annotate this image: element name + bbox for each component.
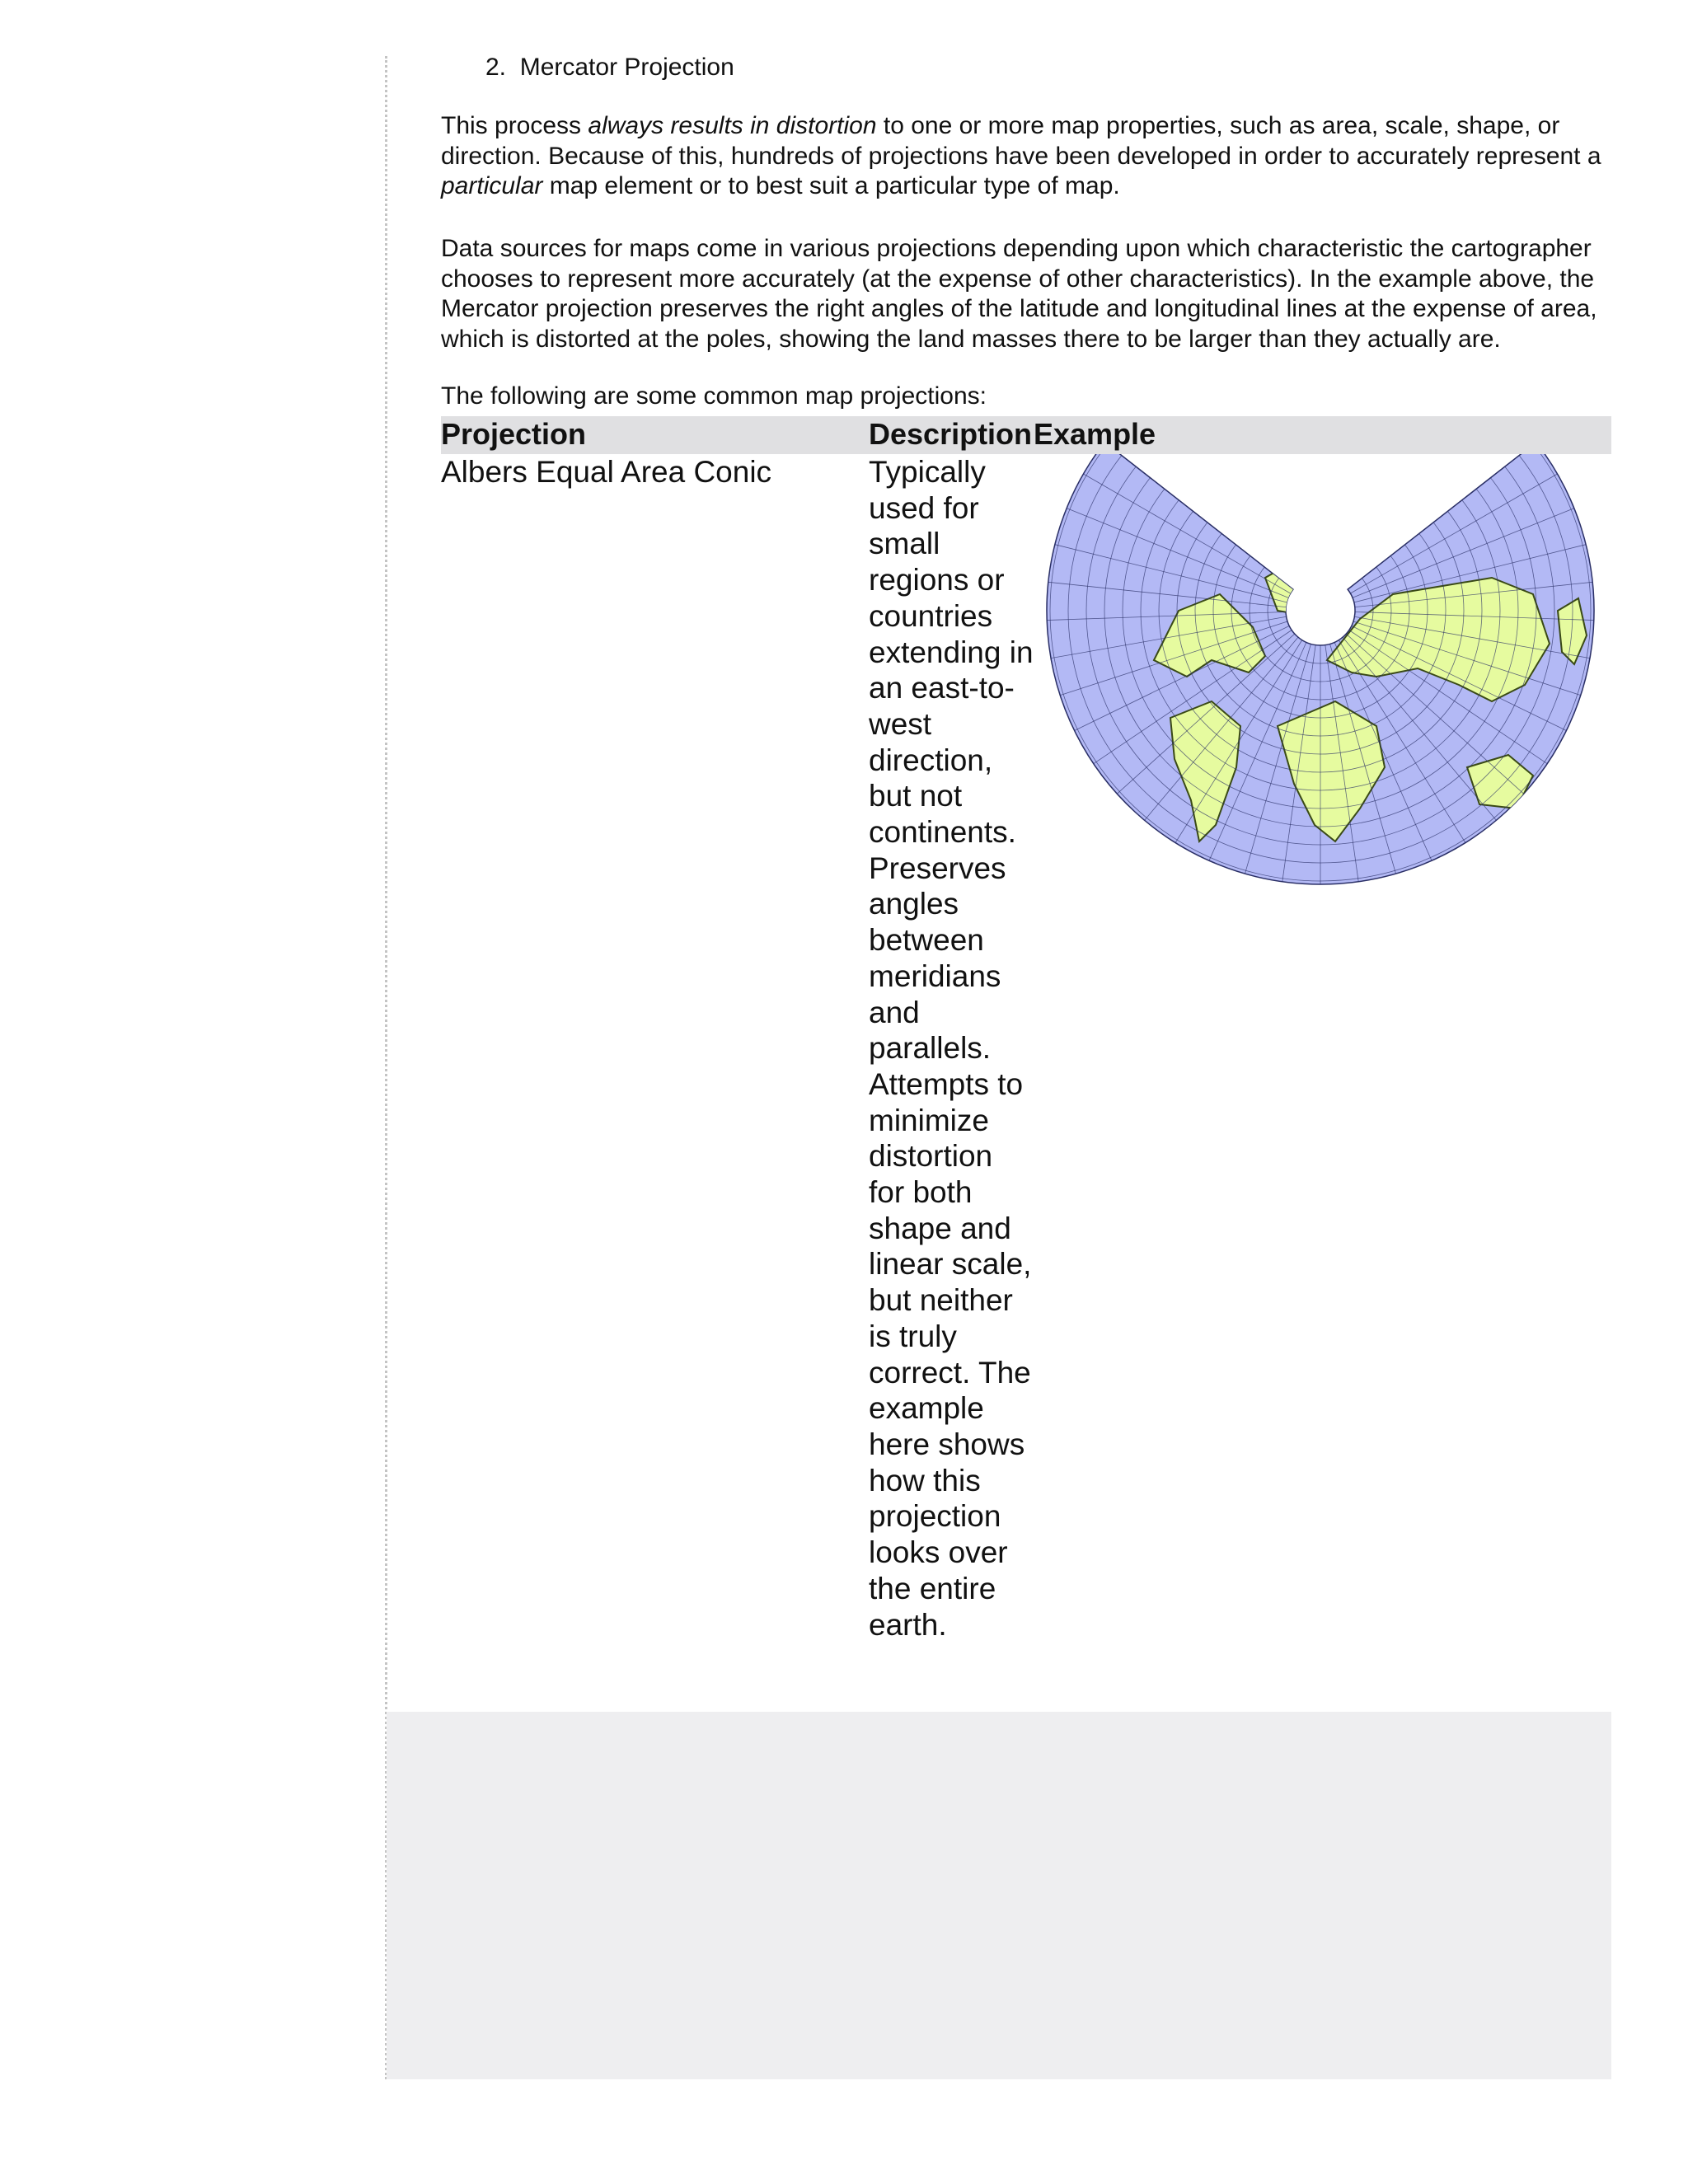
empty-table-region — [387, 1712, 1611, 2079]
document-content — [441, 48, 1611, 1642]
emphasis-text: particular — [441, 172, 543, 199]
cell-example — [1030, 454, 1611, 916]
header-projection: Projection — [441, 417, 587, 451]
list-number: 2. — [485, 54, 507, 81]
header-description: Description — [869, 417, 1033, 451]
cell-description: Typically used for small regions or countries extending in an east-to-west direction, but not continents. Preserves angles between meridians and parallels. Attempts to minimize distortion for both shape and linear scale, but neither is truly correct. The example here shows how this projection looks over the entire earth. — [869, 455, 1034, 1642]
paragraph-intro-table: The following are some common map projections: — [441, 382, 987, 410]
albers-conic-map-image — [1030, 454, 1611, 916]
cell-projection: Albers Equal Area Conic — [441, 455, 772, 489]
list-item — [441, 48, 1611, 87]
emphasis-text: always results in distortion — [588, 112, 877, 139]
projection-list — [441, 48, 1611, 87]
paragraph-data-sources: Data sources for maps come in various projections depending upon which characteristic the cartographer chooses to represent more accurately (at the expense of other characteristics). In the example above, the Mercator projection preserves the right angles of the latitude and longitudinal lines at the expense of area, which is distorted at the poles, showing the land masses there to be larger than they actually are. — [441, 235, 1597, 353]
header-example: Example — [1034, 417, 1156, 451]
projections-table — [441, 416, 1611, 1642]
paragraph-distortion: This process always results in distortion to one or more map properties, such as area, scale, shape, or direction. Because of this, hundreds of projections have been developed in order to accurately represent a particular map element or to best suit a particular type of map. — [441, 112, 1601, 199]
table-header — [441, 416, 1611, 454]
list-item-text: Mercator Projection — [519, 54, 734, 81]
